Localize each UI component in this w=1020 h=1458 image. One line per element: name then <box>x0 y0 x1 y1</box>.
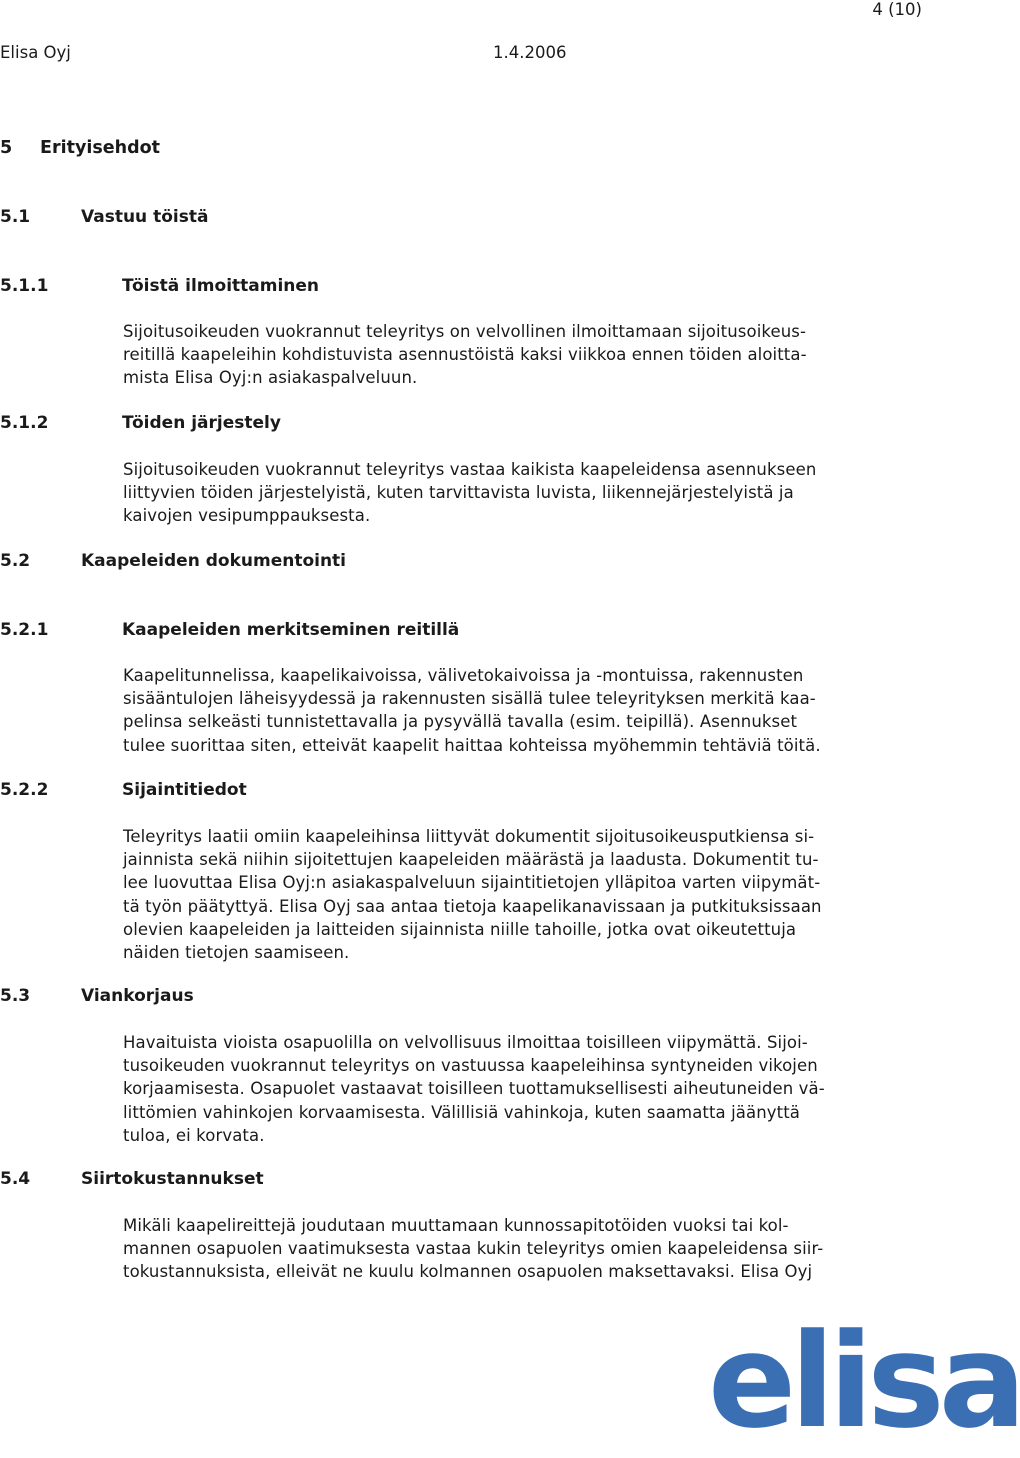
body-line: jainnista sekä niihin sijoitettujen kaapeleiden määrästä ja laadusta. Dokumentit tu- <box>123 850 819 870</box>
body-line: tulee suorittaa siten, etteivät kaapelit haittaa kohteissa myöhemmin tehtäviä töitä. <box>123 735 821 755</box>
body-line: mannen osapuolen vaatimuksesta vastaa kukin teleyritys omien kaapeleidensa siir- <box>123 1239 824 1259</box>
body-line: tä työn päätyttyä. Elisa Oyj saa antaa tietoja kaapelikanavissaan ja putkituksissaan <box>123 896 822 916</box>
body-line: sisääntulojen läheisyydessä ja rakennusten sisällä tulee teleyrityksen merkitä kaa- <box>123 689 816 709</box>
body-line: Kaapelitunnelissa, kaapelikaivoissa, välivetokaivoissa ja -montuissa, rakennusten <box>123 666 804 685</box>
section-5-1-1-number: 5.1.1 <box>0 276 49 296</box>
body-line: Mikäli kaapelireittejä joudutaan muuttamaan kunnossapitotöiden vuoksi tai kol- <box>123 1216 789 1235</box>
section-5-number: 5 <box>0 138 13 158</box>
section-5-1-title: Vastuu töistä <box>81 207 209 227</box>
section-5-2-number: 5.2 <box>0 551 31 571</box>
elisa-logo: elisa <box>708 1305 1020 1457</box>
section-5-2-2-title: Sijaintitiedot <box>122 780 247 800</box>
section-5-3-title: Viankorjaus <box>81 986 194 1006</box>
section-5-title: Erityisehdot <box>40 138 161 158</box>
section-5-1-2-number: 5.1.2 <box>0 413 49 433</box>
body-line: Sijoitusoikeuden vuokrannut teleyritys on velvollinen ilmoittamaan sijoitusoikeus- <box>123 322 807 341</box>
body-line: tusoikeuden vuokrannut teleyritys on vastuussa kaapeleihinsa syntyneiden vikojen <box>123 1056 818 1076</box>
section-5-3-number: 5.3 <box>0 986 31 1006</box>
body-line: korjaamisesta. Osapuolet vastaavat toisilleen tuottamuksellisesti aiheutuneiden vä- <box>123 1079 825 1099</box>
body-line: reitillä kaapeleihin kohdistuvista asennustöistä kaksi viikkoa ennen töiden aloitta- <box>123 345 807 365</box>
section-5-2-1-title: Kaapeleiden merkitseminen reitillä <box>122 620 460 640</box>
section-5-3-body <box>123 1031 921 1147</box>
section-5-1-2-body <box>123 458 921 528</box>
body-line: olevien kaapeleiden ja laitteiden sijainnista niille tahoille, jotka ovat oikeutettuja <box>123 919 797 939</box>
section-5-2-title: Kaapeleiden dokumentointi <box>81 551 347 571</box>
body-line: pelinsa selkeästi tunnistettavalla ja pysyvällä tavalla (esim. teipillä). Asennukset <box>123 712 798 732</box>
body-line: Havaituista vioista osapuolilla on velvollisuus ilmoittaa toisilleen viipymättä. Sijoi- <box>123 1033 808 1052</box>
body-line: mista Elisa Oyj:n asiakaspalveluun. <box>123 368 418 388</box>
section-5-4-number: 5.4 <box>0 1169 31 1189</box>
section-5-1-1-title: Töistä ilmoittaminen <box>122 276 320 296</box>
document-date: 1.4.2006 <box>493 43 567 62</box>
body-line: Sijoitusoikeuden vuokrannut teleyritys vastaa kaikista kaapeleidensa asennukseen <box>123 460 817 479</box>
section-5-2-1-body <box>123 664 921 757</box>
body-line: Teleyritys laatii omiin kaapeleihinsa liittyvät dokumentit sijoitusoikeusputkiensa si- <box>123 827 815 846</box>
body-line: littömien vahinkojen korvaamisesta. Välillisiä vahinkoja, kuten saamatta jäänyttä <box>123 1102 800 1122</box>
page-number: 4 (10) <box>872 0 922 19</box>
body-line: liittyvien töiden järjestelyistä, kuten tarvittavista luvista, liikennejärjestelyistä ja <box>123 483 794 503</box>
body-line: tokustannuksista, elleivät ne kuulu kolmannen osapuolen maksettavaksi. Elisa Oyj <box>123 1262 813 1282</box>
section-5-1-1-body <box>123 320 921 390</box>
section-5-4-title: Siirtokustannukset <box>81 1169 264 1189</box>
body-line: näiden tietojen saamiseen. <box>123 943 350 963</box>
section-5-1-2-title: Töiden järjestely <box>122 413 281 433</box>
section-5-1-number: 5.1 <box>0 207 31 227</box>
body-line: kaivojen vesipumppauksesta. <box>123 506 371 526</box>
body-line: tuloa, ei korvata. <box>123 1125 265 1145</box>
section-5-4-body <box>123 1214 921 1284</box>
body-line: lee luovuttaa Elisa Oyj:n asiakaspalveluun sijaintitietojen ylläpitoa varten viipymät- <box>123 873 821 893</box>
company-name: Elisa Oyj <box>0 43 71 62</box>
section-5-2-2-number: 5.2.2 <box>0 780 49 800</box>
section-5-2-1-number: 5.2.1 <box>0 620 49 640</box>
section-5-2-2-body <box>123 825 921 964</box>
